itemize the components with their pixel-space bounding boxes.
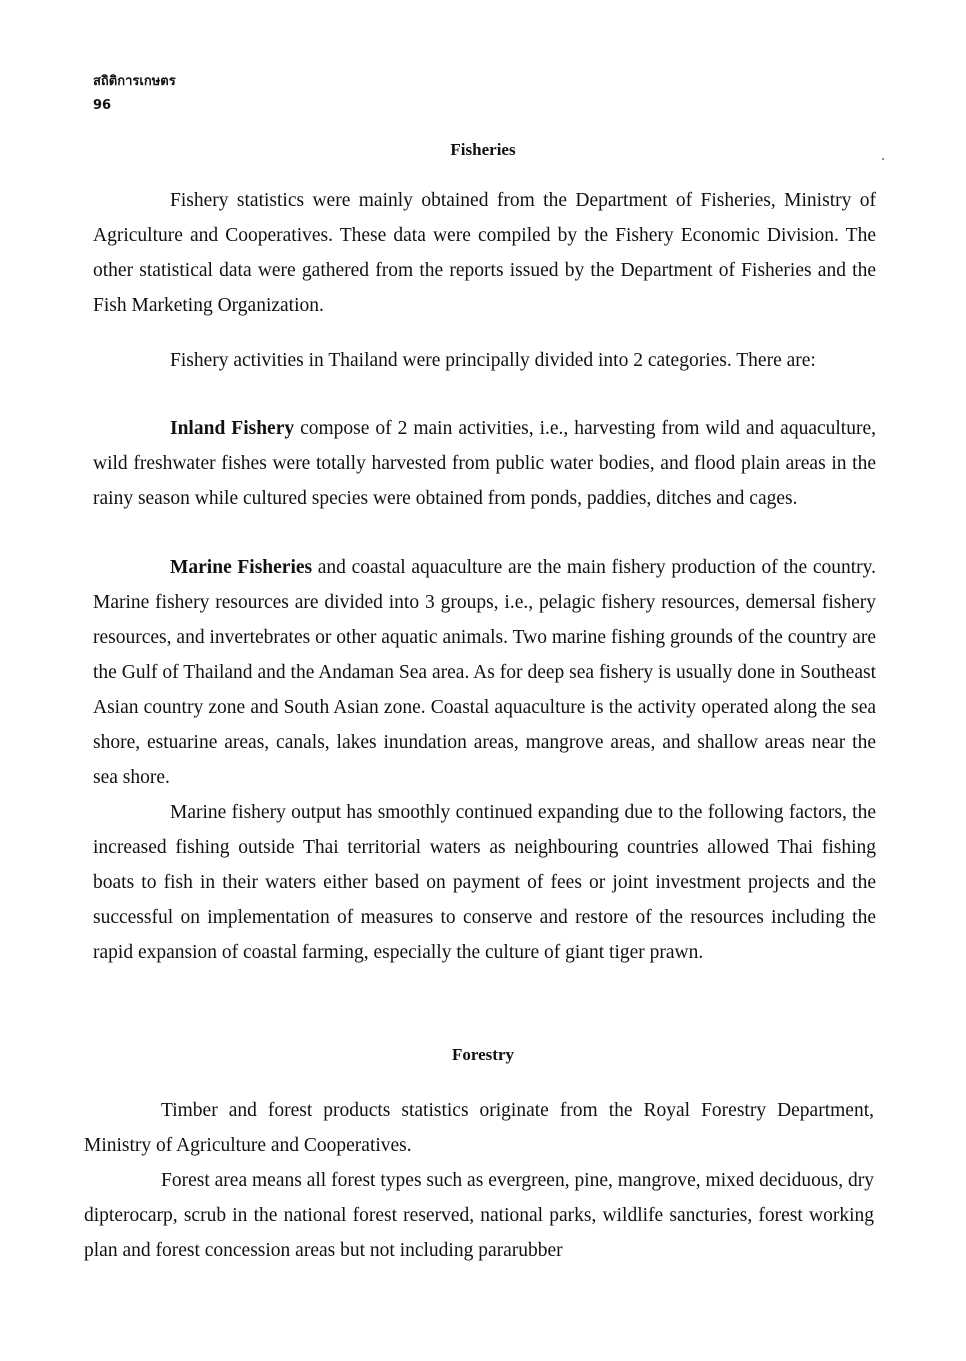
paragraph-fishery-sources: Fishery statistics were mainly obtained from the Department of Fisheries, Ministry of Agriculture and Cooperatives. These data were compiled by the Fishery Economic Division. The other statistical data were gathered from the reports issued by the Department of Fisheries and the Fish Marketing Organization. <box>93 190 876 316</box>
paragraph-fishery-categories: Fishery activities in Thailand were principally divided into 2 categories. There are: <box>170 350 816 371</box>
paragraph-marine-output: Marine fishery output has smoothly continued expanding due to the following factors, the increased fishing outside Thai territorial waters as neighbouring countries allowed Thai fishing boats to fish in their waters either based on payment of fees or joint investment projects and the successful on implementation of measures to conserve and restore of the resources including the rapid expansion of coastal farming, especially the culture of giant tiger prawn. <box>93 802 876 963</box>
inland-fishery-text: compose of 2 main activities, i.e., harvesting from wild and aquaculture, wild freshwater fishes were totally harvested from public water bodies, and flood plain areas in the rainy season while cultured species were obtained from ponds, paddies, ditches and cages. <box>93 418 876 509</box>
page-number: 96 <box>93 98 112 113</box>
paragraph-forestry-sources: Timber and forest products statistics originate from the Royal Forestry Department, Ministry of Agriculture and Cooperatives. <box>84 1100 874 1156</box>
section-heading-forestry: Forestry <box>452 1045 514 1064</box>
paragraph-inland-fishery <box>93 411 876 516</box>
marine-fisheries-text: and coastal aquaculture are the main fishery production of the country. Marine fishery resources are divided into 3 groups, i.e., pelagic fishery resources, demersal fishery resources, and invertebrates or other aquatic animals. Two marine fishing grounds of the country are the Gulf of Thailand and the Andaman Sea area. As for deep sea fishery is usually done in Southeast Asian country zone and South Asian zone. Coastal aquaculture is the activity operated along the sea shore, estuarine areas, canals, lakes inundation areas, mangrove areas, and shallow areas near the sea shore. <box>93 557 876 788</box>
paragraph-forest-area: Forest area means all forest types such as evergreen, pine, mangrove, mixed deciduous, dry dipterocarp, scrub in the national forest reserved, national parks, wildlife sancturies, forest working plan and forest concession areas but not including pararubber <box>84 1170 874 1261</box>
paragraph-marine-fisheries <box>93 550 876 795</box>
running-head-title: สถิติการเกษตร <box>93 74 176 89</box>
term-marine-fisheries: Marine Fisheries <box>170 557 313 578</box>
running-head <box>93 70 176 118</box>
term-inland-fishery: Inland Fishery <box>170 418 295 439</box>
section-heading-fisheries: Fisheries <box>450 140 516 159</box>
